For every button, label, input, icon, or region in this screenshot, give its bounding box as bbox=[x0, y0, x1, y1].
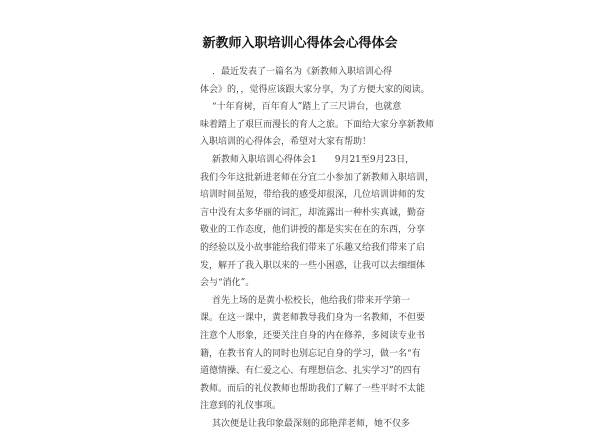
paragraph-line: 入职培训的心得体会，希望对大家有帮助！ bbox=[200, 137, 372, 148]
paragraph-line: 注意个人形象，还要关注自身的内在修养，多阅读专业书 bbox=[200, 330, 426, 341]
paragraph-line: 道德情操、有仁爱之心、有理想信念、扎实学习”的四有 bbox=[200, 366, 421, 377]
paragraph-line: 籍，在教书育人的同时也别忘记自身的学习，做一名“有 bbox=[200, 348, 421, 359]
document-body bbox=[200, 64, 435, 433]
paragraph-line: 注意到的礼仪事项。 bbox=[200, 401, 282, 412]
paragraph-line: 敬业的工作态度，他们讲授的都是实实在在的东西，分享 bbox=[200, 225, 426, 236]
paragraph-line: “十年育树，百年育人”踏上了三尺讲台，也就意 bbox=[212, 102, 402, 113]
paragraph-line: 发，解开了我入职以来的一些小困惑，让我可以去细细体 bbox=[200, 260, 426, 271]
paragraph-line: 会与“消化”。 bbox=[200, 278, 255, 289]
paragraph-line: 课。在这一课中，黄老师教导我们身为一名教师，不但要 bbox=[200, 313, 426, 324]
paragraph-line: ．最近发表了一篇名为《新教师入职培训心得 bbox=[212, 67, 393, 77]
paragraph-line: 味着踏上了艰巨而漫长的育人之旅。下面给大家分享新教师 bbox=[200, 119, 435, 130]
paragraph-line: 教师。而后的礼仪教师也帮助我们了解了一些平时不太能 bbox=[200, 383, 426, 394]
paragraph-line: 首先上场的是黄小松校长，他给我们带来开学第一 bbox=[212, 295, 411, 306]
paragraph-line: 我们今年这批新进老师在分宜二小参加了新教师入职培训， bbox=[200, 172, 435, 183]
paragraph-line: 的经验以及小故事能给我们带来了乐趣又给我们带来了启 bbox=[200, 242, 426, 253]
paragraph-line: 体会》的，，觉得应该跟大家分享，为了方便大家的阅读。 bbox=[200, 84, 430, 95]
paragraph-line: 言中没有太多华丽的词汇，却流露出一种朴实真诚，勤奋 bbox=[200, 207, 426, 218]
paragraph-line: 培训时间虽短，带给我的感受却很深，几位培训讲师的发 bbox=[200, 190, 426, 201]
document-title: 新教师入职培训心得体会心得体会 bbox=[202, 36, 398, 51]
paragraph-line: 其次便是让我印象最深刻的邱艳萍老师，她不仅多 bbox=[212, 418, 411, 429]
paragraph-line: 新教师入职培训心得体会1 9月21至9月23日， bbox=[212, 154, 415, 165]
